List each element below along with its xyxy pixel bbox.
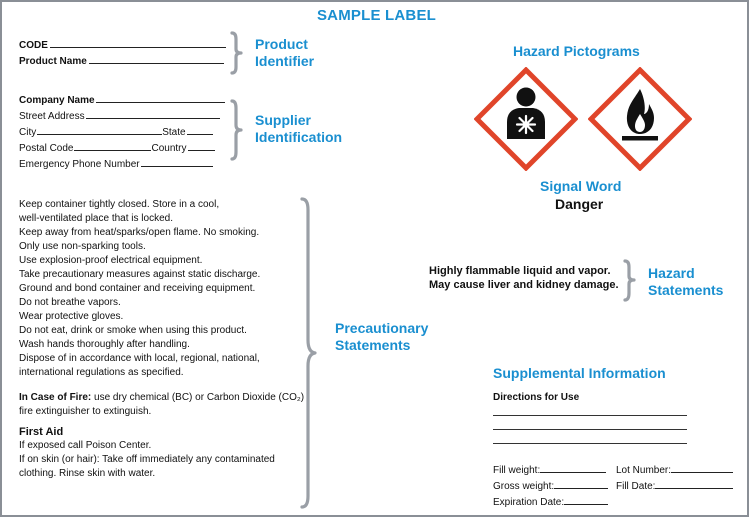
lot-number-line [671, 462, 733, 473]
fill-date-label: Fill Date: [616, 481, 656, 492]
product-brace [229, 30, 245, 76]
postal-code-label: Postal Code [19, 143, 74, 154]
precaution-line: Wear protective gloves. [19, 311, 124, 322]
city-line [37, 124, 162, 135]
gross-weight-label: Gross weight: [493, 481, 555, 492]
supplemental-fields-right [616, 462, 733, 494]
hazard-pictograms-heading: Hazard Pictograms [513, 43, 640, 59]
fire-statement [19, 391, 304, 405]
fire-statement-cont: fire extinguisher to extinguish. [19, 406, 152, 417]
supplier-brace [229, 98, 245, 162]
product-identifier-fields [19, 37, 226, 69]
directions-for-use-label: Directions for Use [493, 392, 580, 403]
precautionary-brace [298, 196, 320, 510]
product-name-line [89, 53, 224, 64]
directions-line [493, 415, 687, 416]
street-line [86, 108, 220, 119]
first-aid-line: If exposed call Poison Center. [19, 440, 152, 451]
first-aid-line: If on skin (or hair): Take off immediately any contaminated [19, 454, 275, 465]
company-name-label: Company Name [19, 95, 95, 106]
precautionary-heading-line2: Statements [335, 337, 411, 353]
product-name-label: Product Name [19, 56, 87, 67]
fill-date-line [655, 478, 733, 489]
country-label: Country [151, 143, 187, 154]
emergency-phone-line [141, 156, 213, 167]
supplier-fields [19, 92, 225, 172]
first-aid-heading: First Aid [19, 426, 64, 438]
supplier-heading-line1: Supplier [255, 112, 312, 128]
directions-line [493, 429, 687, 430]
expiration-date-line [564, 494, 608, 505]
precautionary-heading-line1: Precautionary [335, 320, 429, 336]
health-hazard-icon [474, 67, 578, 171]
product-identifier-heading [255, 36, 314, 70]
postal-code-line [74, 140, 151, 151]
hazard-brace [622, 258, 638, 304]
signal-word-heading: Signal Word [540, 178, 622, 194]
first-aid-line: clothing. Rinse skin with water. [19, 468, 156, 479]
lot-number-label: Lot Number: [616, 465, 672, 476]
hazard-heading-line2: Statements [648, 282, 724, 298]
supplier-identification-heading [255, 112, 342, 146]
product-heading-line1: Product [255, 36, 308, 52]
label-title: SAMPLE LABEL [316, 7, 437, 24]
hazard-statements-heading [648, 265, 723, 299]
precaution-line: Take precautionary measures against static discharge. [19, 269, 261, 280]
code-line [50, 37, 226, 48]
precaution-line: Dispose of in accordance with local, regional, national, [19, 353, 260, 364]
precaution-line: well-ventilated place that is locked. [19, 213, 173, 224]
precaution-line: Do not breathe vapors. [19, 297, 121, 308]
fill-weight-line [540, 462, 606, 473]
signal-word-value: Danger [555, 196, 604, 212]
precaution-line: Ground and bond container and receiving equipment. [19, 283, 256, 294]
company-name-line [96, 92, 225, 103]
supplemental-information-heading: Supplemental Information [493, 365, 666, 381]
code-label: CODE [19, 40, 48, 51]
city-label: City [19, 127, 37, 138]
precaution-line: Do not eat, drink or smoke when using this product. [19, 325, 247, 336]
emergency-phone-label: Emergency Phone Number [19, 159, 140, 170]
fill-weight-label: Fill weight: [493, 465, 541, 476]
precaution-line: international regulations as specified. [19, 367, 184, 378]
fire-label: In Case of Fire: [19, 392, 92, 403]
country-line [188, 140, 215, 151]
supplemental-fields-left [493, 462, 608, 510]
precaution-line: Use explosion-proof electrical equipment. [19, 255, 203, 266]
hazard-statement-line: Highly flammable liquid and vapor. [429, 265, 611, 277]
state-line [187, 124, 213, 135]
precaution-line: Wash hands thoroughly after handling. [19, 339, 190, 350]
fire-text: use dry chemical (BC) or Carbon Dioxide (CO₂) [91, 392, 305, 403]
product-heading-line2: Identifier [255, 53, 315, 69]
hazard-statement-line: May cause liver and kidney damage. [429, 279, 619, 291]
supplier-heading-line2: Identification [255, 129, 343, 145]
precaution-line: Only use non-sparking tools. [19, 241, 146, 252]
directions-line [493, 443, 687, 444]
precautionary-statements-text [19, 198, 304, 481]
precautionary-statements-heading [335, 320, 428, 354]
state-label: State [162, 127, 186, 138]
expiration-date-label: Expiration Date: [493, 497, 565, 508]
gross-weight-line [554, 478, 608, 489]
hazard-statements-text [429, 264, 619, 292]
flame-icon [588, 67, 692, 171]
precaution-line: Keep away from heat/sparks/open flame. No smoking. [19, 227, 260, 238]
street-label: Street Address [19, 111, 85, 122]
hazard-heading-line1: Hazard [648, 265, 695, 281]
precaution-line: Keep container tightly closed. Store in a cool, [19, 199, 220, 210]
